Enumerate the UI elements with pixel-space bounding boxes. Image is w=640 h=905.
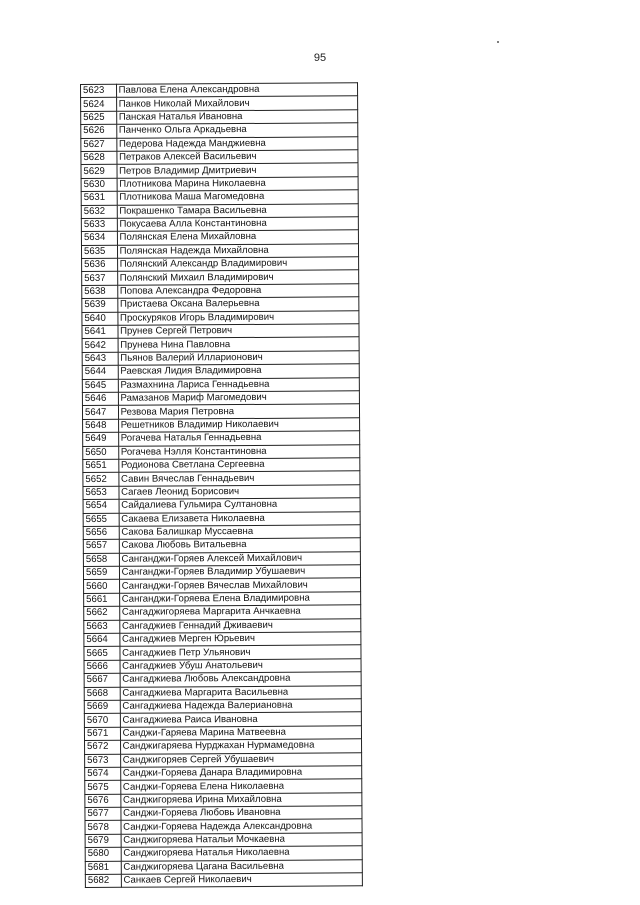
record-number: 5647: [82, 406, 118, 420]
person-name: Санджи-Горяева Данара Владимировна: [120, 766, 361, 781]
person-name: Сагаев Леонид Борисович: [119, 485, 360, 500]
record-number: 5663: [84, 620, 120, 634]
record-number: 5632: [81, 205, 117, 219]
person-name: Петраков Алексей Васильевич: [117, 150, 358, 165]
record-number: 5676: [85, 794, 121, 808]
record-number: 5666: [84, 660, 120, 674]
person-name: Педерова Надежда Манджиевна: [116, 136, 357, 151]
record-number: 5653: [83, 486, 119, 500]
person-name: Санганджи-Горяева Елена Владимировна: [119, 592, 360, 607]
person-name: Пристаева Оксана Валерьевна: [117, 297, 358, 312]
person-name: Павлова Елена Александровна: [116, 83, 357, 98]
record-number: 5631: [81, 191, 117, 205]
person-name: Петров Владимир Дмитриевич: [117, 163, 358, 178]
record-number: 5649: [83, 432, 119, 446]
record-number: 5667: [84, 673, 120, 687]
person-name: Покрашенко Тамара Васильевна: [117, 203, 358, 218]
person-name: Полянский Александр Владимирович: [117, 257, 358, 272]
record-number: 5664: [84, 633, 120, 647]
record-number: 5648: [83, 419, 119, 433]
record-number: 5665: [84, 647, 120, 661]
person-name: Санджигоряева Натальи Мочкаевна: [121, 833, 362, 848]
record-number: 5636: [82, 258, 118, 272]
record-number: 5646: [82, 392, 118, 406]
record-number: 5637: [82, 272, 118, 286]
record-number: 5624: [81, 98, 117, 112]
record-number: 5633: [81, 218, 117, 232]
record-number: 5669: [84, 700, 120, 714]
record-number: 5660: [84, 580, 120, 594]
person-name: Санджигоряева Наталья Николаевна: [121, 846, 362, 861]
record-number: 5673: [85, 754, 121, 768]
record-number: 5627: [81, 138, 117, 152]
record-number: 5662: [84, 607, 120, 621]
person-name: Рогачева Нэлля Константиновна: [118, 444, 359, 459]
person-name: Резвова Мария Петровна: [118, 404, 359, 419]
table-row: [85, 873, 362, 888]
person-name: Савин Вячеслав Геннадьевич: [118, 471, 359, 486]
person-name: Санганджи-Горяев Владимир Убушаевич: [119, 565, 360, 580]
record-number: 5681: [85, 861, 121, 875]
record-number: 5679: [85, 834, 121, 848]
person-name: Рамазанов Мариф Магомедович: [118, 391, 359, 406]
record-number: 5668: [84, 687, 120, 701]
person-name: Санджи-Горяева Елена Николаевна: [120, 779, 361, 794]
record-number: 5656: [83, 526, 119, 540]
record-number: 5682: [85, 874, 121, 888]
record-number: 5680: [85, 848, 121, 862]
record-number: 5671: [84, 727, 120, 741]
record-number: 5654: [83, 499, 119, 513]
person-name: Плотникова Марина Николаевна: [117, 177, 358, 192]
record-number: 5659: [83, 566, 119, 580]
person-name: Попова Александра Федоровна: [117, 284, 358, 299]
record-number: 5644: [82, 365, 118, 379]
person-name: Прунева Нина Павловна: [118, 337, 359, 352]
person-name: Проскуряков Игорь Владимирович: [118, 310, 359, 325]
record-number: 5643: [82, 352, 118, 366]
roster-body: [81, 83, 363, 888]
person-name: Сангаджиев Мерген Юрьевич: [119, 632, 360, 647]
record-number: 5658: [83, 553, 119, 567]
record-number: 5640: [82, 312, 118, 326]
record-number: 5652: [83, 473, 119, 487]
person-name: Сангаджиева Надежда Валериановна: [120, 699, 361, 714]
record-number: 5634: [81, 232, 117, 246]
person-name: Сангаджиева Маргарита Васильевна: [120, 685, 361, 700]
person-name: Размахнина Лариса Геннадьевна: [118, 377, 359, 392]
record-number: 5651: [83, 459, 119, 473]
person-name: Сангаджиев Убуш Анатольевич: [120, 659, 361, 674]
record-number: 5626: [81, 124, 117, 138]
record-number: 5670: [84, 714, 120, 728]
person-name: Санганджи-Горяев Алексей Михайлович: [119, 551, 360, 566]
person-name: Санганджи-Горяев Вячеслав Михайлович: [119, 578, 360, 593]
person-name: Санджигаряева Нурджахан Нурмамедовна: [120, 739, 361, 754]
person-name: Прунев Сергей Петрович: [118, 324, 359, 339]
person-name: Сакова Балишкар Муссаевна: [119, 525, 360, 540]
record-number: 5661: [84, 593, 120, 607]
page-number: 95: [313, 52, 327, 64]
person-name: Санджигоряев Сергей Убушаевич: [120, 752, 361, 767]
record-number: 5674: [85, 767, 121, 781]
person-name: Панченко Ольга Аркадьевна: [116, 123, 357, 138]
person-name: Раевская Лидия Владимировна: [118, 364, 359, 379]
record-number: 5638: [82, 285, 118, 299]
record-number: 5625: [81, 111, 117, 125]
person-name: Панская Наталья Ивановна: [116, 110, 357, 125]
person-name: Пьянов Валерий Илларионович: [118, 351, 359, 366]
person-name: Сангаджигоряева Маргарита Анчкаевна: [119, 605, 360, 620]
record-number: 5630: [81, 178, 117, 192]
record-number: 5655: [83, 513, 119, 527]
record-number: 5645: [82, 379, 118, 393]
record-number: 5675: [85, 781, 121, 795]
record-number: 5635: [81, 245, 117, 259]
record-number: 5623: [81, 84, 117, 98]
person-name: Полянский Михаил Владимирович: [117, 270, 358, 285]
record-number: 5628: [81, 151, 117, 165]
person-name: Сангаджиев Петр Ульянович: [120, 645, 361, 660]
person-name: Решетников Владимир Николаевич: [118, 418, 359, 433]
person-name: Панков Николай Михайлович: [116, 96, 357, 111]
person-name: Покусаева Алла Константиновна: [117, 217, 358, 232]
person-name: Сангаджиев Геннадий Дживаевич: [119, 618, 360, 633]
person-name: Сангаджиева Раиса Ивановна: [120, 712, 361, 727]
person-name: Санджигоряева Ирина Михайловна: [120, 792, 361, 807]
record-number: 5641: [82, 325, 118, 339]
person-name: Рогачева Наталья Геннадьевна: [118, 431, 359, 446]
person-name: Полянская Надежда Михайловна: [117, 243, 358, 258]
person-name: Сакова Любовь Витальевна: [119, 538, 360, 553]
person-name: Сакаева Елизавета Николаевна: [119, 511, 360, 526]
person-name: Санджи-Горяева Любовь Ивановна: [121, 806, 362, 821]
person-name: Плотникова Маша Магомедовна: [117, 190, 358, 205]
person-name: Сангаджиева Любовь Александровна: [120, 672, 361, 687]
record-number: 5657: [83, 540, 119, 554]
person-name: Санкаев Сергей Николаевич: [121, 873, 362, 888]
person-name: Родионова Светлана Сергеевна: [118, 458, 359, 473]
person-name: Санджи-Гаряева Марина Матвеевна: [120, 726, 361, 741]
record-number: 5678: [85, 821, 121, 835]
person-name: Санджигоряева Цагана Васильевна: [121, 859, 362, 874]
roster-table: [80, 82, 363, 888]
record-number: 5672: [85, 740, 121, 754]
person-name: Санджи-Горяева Надежда Александровна: [121, 819, 362, 834]
person-name: Сайдалиева Гульмира Султановна: [119, 498, 360, 513]
record-number: 5677: [85, 807, 121, 821]
record-number: 5639: [82, 299, 118, 313]
record-number: 5642: [82, 339, 118, 353]
record-number: 5629: [81, 165, 117, 179]
person-name: Полянская Елена Михайловна: [117, 230, 358, 245]
record-number: 5650: [83, 446, 119, 460]
scan-speck: [497, 41, 499, 43]
